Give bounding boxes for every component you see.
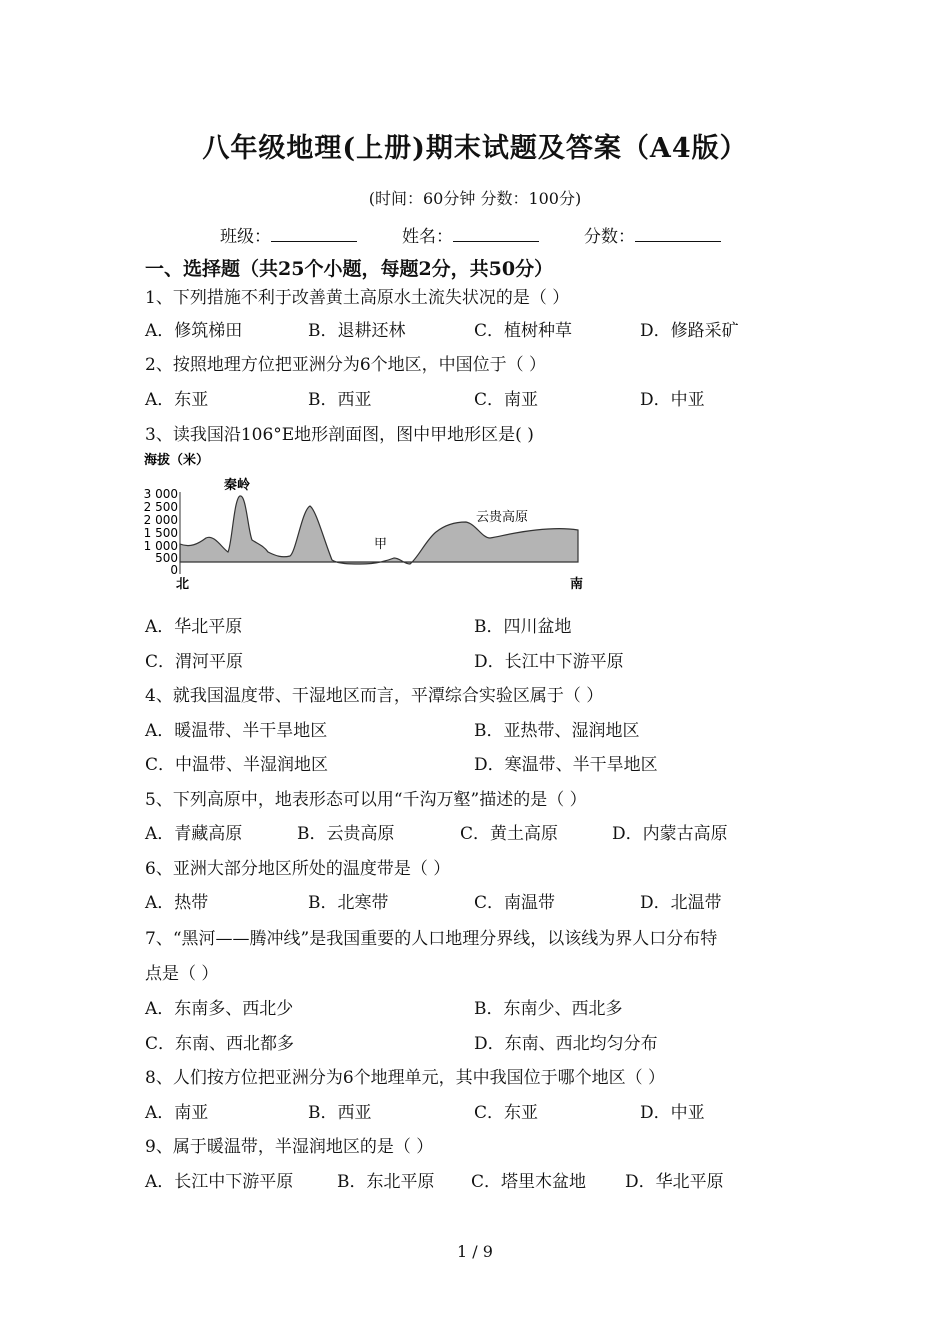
ytick-2000: 2 000 bbox=[143, 513, 178, 527]
q5-option-c[interactable]: C．黄土高原 bbox=[460, 824, 559, 844]
q7-option-d[interactable]: D．东南、西北均匀分布 bbox=[474, 1034, 658, 1054]
question-6: 6、亚洲大部分地区所处的温度带是（ ） bbox=[145, 859, 451, 879]
q2-option-b[interactable]: B．西亚 bbox=[308, 390, 372, 410]
q4-option-c[interactable]: C．中温带、半湿润地区 bbox=[145, 755, 329, 775]
q3-option-b[interactable]: B．四川盆地 bbox=[474, 617, 572, 637]
q1-option-b[interactable]: B．退耕还林 bbox=[308, 321, 406, 341]
class-field[interactable] bbox=[220, 222, 357, 247]
section-heading: 一、选择题（共25个小题，每题2分，共50分） bbox=[145, 258, 554, 280]
question-2: 2、按照地理方位把亚洲分为6个地区，中国位于（ ） bbox=[145, 355, 547, 375]
q3-option-c[interactable]: C．渭河平原 bbox=[145, 652, 244, 672]
ytick-2500: 2 500 bbox=[143, 500, 178, 514]
q3-option-d[interactable]: D．长江中下游平原 bbox=[474, 652, 624, 672]
class-label: 班级： bbox=[220, 227, 271, 247]
score-field[interactable] bbox=[584, 222, 721, 247]
q8-option-d[interactable]: D．中亚 bbox=[640, 1103, 705, 1123]
q1-option-a[interactable]: A．修筑梯田 bbox=[145, 321, 243, 341]
label-yungui: 云贵高原 bbox=[476, 510, 529, 525]
name-blank[interactable] bbox=[453, 227, 539, 242]
label-south: 南 bbox=[570, 577, 584, 592]
terrain-profile bbox=[180, 496, 578, 564]
q3-option-a[interactable]: A．华北平原 bbox=[145, 617, 243, 637]
label-jia: 甲 bbox=[374, 537, 388, 552]
question-8: 8、人们按方位把亚洲分为6个地理单元，其中我国位于哪个地区（ ） bbox=[145, 1068, 666, 1088]
label-north: 北 bbox=[176, 577, 190, 592]
q5-option-a[interactable]: A．青藏高原 bbox=[145, 824, 243, 844]
name-field[interactable] bbox=[402, 222, 539, 247]
ytick-1000: 1 000 bbox=[143, 539, 178, 553]
q6-option-a[interactable]: A．热带 bbox=[145, 893, 209, 913]
q5-option-b[interactable]: B．云贵高原 bbox=[297, 824, 395, 844]
ytick-500: 500 bbox=[155, 551, 178, 565]
q6-option-c[interactable]: C．南温带 bbox=[474, 893, 556, 913]
exam-info: (时间：60分钟 分数：100分) bbox=[368, 189, 582, 208]
q9-option-d[interactable]: D．华北平原 bbox=[625, 1172, 724, 1192]
q7-option-a[interactable]: A．东南多、西北少 bbox=[145, 999, 294, 1019]
q2-option-d[interactable]: D．中亚 bbox=[640, 390, 705, 410]
ytick-3000: 3 000 bbox=[143, 487, 178, 501]
q9-option-a[interactable]: A．长江中下游平原 bbox=[145, 1172, 294, 1192]
question-4: 4、就我国温度带、干湿地区而言，平潭综合实验区属于（ ） bbox=[145, 686, 604, 706]
label-qinling: 秦岭 bbox=[224, 478, 251, 493]
terrain-profile-figure bbox=[140, 448, 600, 598]
q5-option-d[interactable]: D．内蒙古高原 bbox=[612, 824, 728, 844]
question-7-cont: 点是（ ） bbox=[145, 964, 219, 984]
q1-option-d[interactable]: D．修路采矿 bbox=[640, 321, 739, 341]
page-title: 八年级地理(上册)期末试题及答案（A4版） bbox=[202, 133, 748, 164]
ytick-0: 0 bbox=[170, 563, 178, 577]
question-7: 7、“黑河——腾冲线”是我国重要的人口地理分界线，以该线为界人口分布特 bbox=[145, 929, 718, 949]
question-1: 1、下列措施不利于改善黄土高原水土流失状况的是（ ） bbox=[145, 288, 570, 308]
q7-option-c[interactable]: C．东南、西北都多 bbox=[145, 1034, 295, 1054]
q2-option-c[interactable]: C．南亚 bbox=[474, 390, 539, 410]
name-label: 姓名： bbox=[402, 227, 453, 247]
q9-option-b[interactable]: B．东北平原 bbox=[337, 1172, 435, 1192]
q4-option-d[interactable]: D．寒温带、半干旱地区 bbox=[474, 755, 658, 775]
score-label: 分数： bbox=[584, 227, 635, 247]
q8-option-c[interactable]: C．东亚 bbox=[474, 1103, 539, 1123]
question-9: 9、属于暖温带，半湿润地区的是（ ） bbox=[145, 1137, 434, 1157]
score-blank[interactable] bbox=[635, 227, 721, 242]
page-number: 1 / 9 bbox=[457, 1242, 493, 1261]
q2-option-a[interactable]: A．东亚 bbox=[145, 390, 209, 410]
q1-option-c[interactable]: C．植树种草 bbox=[474, 321, 573, 341]
ytick-1500: 1 500 bbox=[143, 526, 178, 540]
figure-ylabel: 海拔（米） bbox=[144, 453, 210, 468]
q4-option-b[interactable]: B．亚热带、湿润地区 bbox=[474, 721, 640, 741]
question-5: 5、下列高原中，地表形态可以用“千沟万壑”描述的是（ ） bbox=[145, 790, 587, 810]
q7-option-b[interactable]: B．东南少、西北多 bbox=[474, 999, 623, 1019]
q8-option-b[interactable]: B．西亚 bbox=[308, 1103, 372, 1123]
q9-option-c[interactable]: C．塔里木盆地 bbox=[471, 1172, 587, 1192]
class-blank[interactable] bbox=[271, 227, 357, 242]
q6-option-b[interactable]: B．北寒带 bbox=[308, 893, 389, 913]
q4-option-a[interactable]: A．暖温带、半干旱地区 bbox=[145, 721, 328, 741]
q8-option-a[interactable]: A．南亚 bbox=[145, 1103, 209, 1123]
question-3: 3、读我国沿106°E地形剖面图，图中甲地形区是( ) bbox=[145, 425, 534, 445]
q6-option-d[interactable]: D．北温带 bbox=[640, 893, 722, 913]
